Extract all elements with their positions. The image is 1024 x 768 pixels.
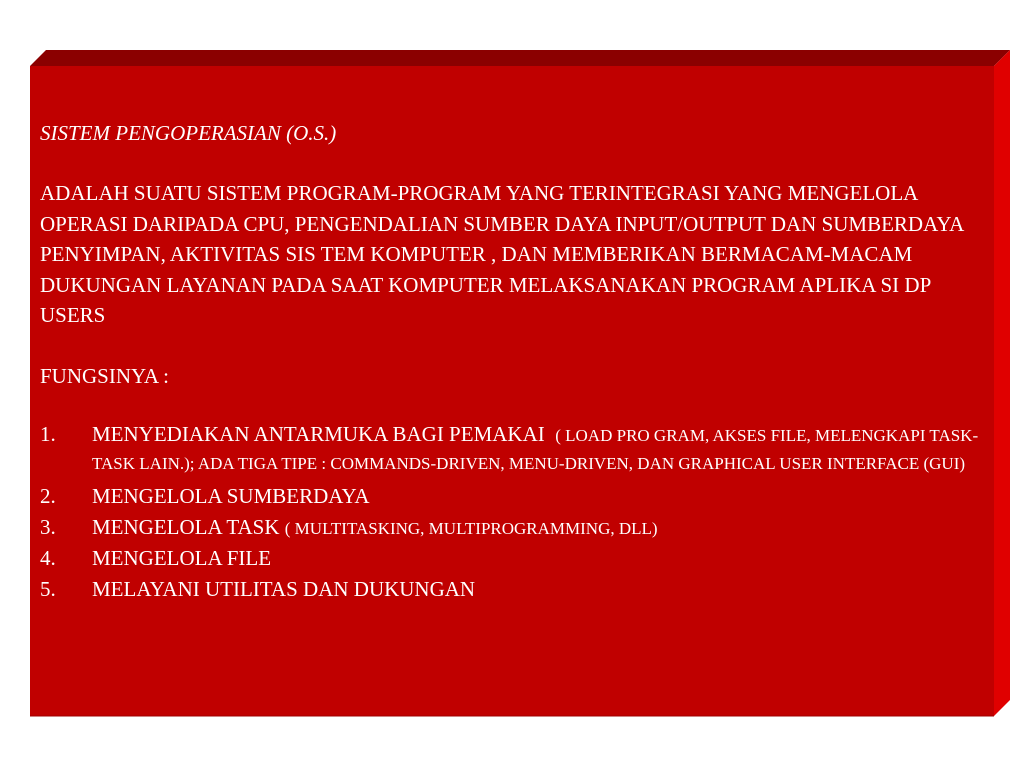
function-item-2 <box>40 481 990 512</box>
panel-top-bevel <box>30 50 1010 66</box>
function-item-1 <box>40 421 990 477</box>
functions-heading: FUNGSINYA : <box>40 363 169 388</box>
function-number: 1. <box>40 421 56 446</box>
panel-right-bevel <box>994 50 1010 716</box>
function-main-text: MENYEDIAKAN ANTARMUKA BAGI PEMAKAI <box>92 421 545 446</box>
slide-content <box>40 118 990 605</box>
function-main-text: MENGELOLA SUMBERDAYA <box>92 483 370 508</box>
definition-paragraph: ADALAH SUATU SISTEM PROGRAM-PROGRAM YANG TERINTEGRASI YANG MENGELOLA OPERASI DARIPADA CPU, PENGENDALIAN SUMBER DAYA INPUT/OUTPUT DAN SUMBERDAYA PENYIMPAN, AKTIVITAS SIS TEM KOMPUTER , DAN MEMBERIKAN BERMACAM-MACAM DUKUNGAN LAYANAN PADA SAAT KOMPUTER MELAKSANAKAN PROGRAM APLIKA SI DP USERS <box>40 181 964 327</box>
function-item-5 <box>40 574 990 605</box>
function-main-text: MENGELOLA FILE <box>92 545 272 570</box>
function-main-text: MENGELOLA TASK <box>92 514 280 539</box>
function-number: 2. <box>40 483 56 508</box>
slide-title: SISTEM PENGOPERASIAN (O.S.) <box>40 121 337 145</box>
function-number: 5. <box>40 576 56 601</box>
function-number: 4. <box>40 545 56 570</box>
function-item-3 <box>40 512 990 543</box>
function-detail-text: ( LOAD PRO GRAM, AKSES FILE, MELENGKAPI TASK-TASK LAIN.); ADA TIGA TIPE : COMMANDS-DRIVEN, MENU-DRIVEN, DAN GRAPHICAL USER INTERFACE (GUI) <box>92 425 979 473</box>
functions-list <box>40 421 990 605</box>
function-number: 3. <box>40 514 56 539</box>
function-item-4 <box>40 543 990 574</box>
function-main-text: MELAYANI UTILITAS DAN DUKUNGAN <box>92 576 476 601</box>
function-detail-text: ( MULTITASKING, MULTIPROGRAMMING, DLL) <box>284 518 658 538</box>
